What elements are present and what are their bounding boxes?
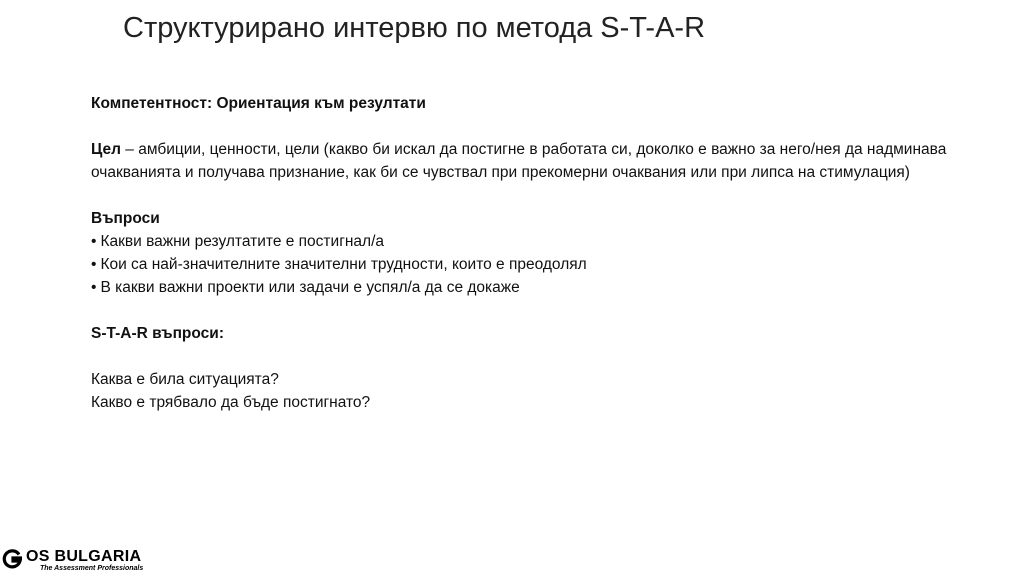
competency-heading: Компетентност: Ориентация към резултати <box>91 95 426 112</box>
logo-name: OS BULGARIA <box>26 548 142 565</box>
questions-heading: Въпроси <box>91 210 160 227</box>
spacer <box>91 345 981 368</box>
goal-paragraph <box>91 138 981 184</box>
questions-list <box>91 230 981 299</box>
list-item <box>91 230 981 253</box>
logo-mark-icon <box>2 549 24 569</box>
star-question: Какво е трябвало да бъде постигнато? <box>91 394 371 411</box>
question-text: Кои са най-значителните значителни трудности, които е преодолял <box>100 256 587 273</box>
bullet-icon: • <box>91 233 97 250</box>
bullet-icon: • <box>91 256 97 273</box>
spacer <box>91 115 981 138</box>
goal-text: – амбиции, ценности, цели (какво би искал да постигне в работата си, доколко е важно за него/нея да надминава очакванията и получава признание, как би се чувствал при прекомерни очаквания или при липса на стимулация) <box>91 141 947 181</box>
bullet-icon: • <box>91 279 97 296</box>
list-item <box>91 253 981 276</box>
question-text: Какви важни резултатите е постигнал/а <box>100 233 384 250</box>
logo-tagline: The Assessment Professionals <box>40 565 144 572</box>
question-text: В какви важни проекти или задачи е успял/а да се докаже <box>100 279 520 296</box>
company-logo <box>2 549 172 573</box>
slide-content <box>91 92 981 414</box>
list-item <box>91 276 981 299</box>
slide-title: Структурирано интервю по метода S-T-A-R <box>123 12 706 44</box>
star-heading: S-T-A-R въпроси: <box>91 325 224 342</box>
star-question: Каква е била ситуацията? <box>91 371 279 388</box>
spacer <box>91 299 981 322</box>
goal-label: Цел <box>91 141 121 158</box>
spacer <box>91 184 981 207</box>
